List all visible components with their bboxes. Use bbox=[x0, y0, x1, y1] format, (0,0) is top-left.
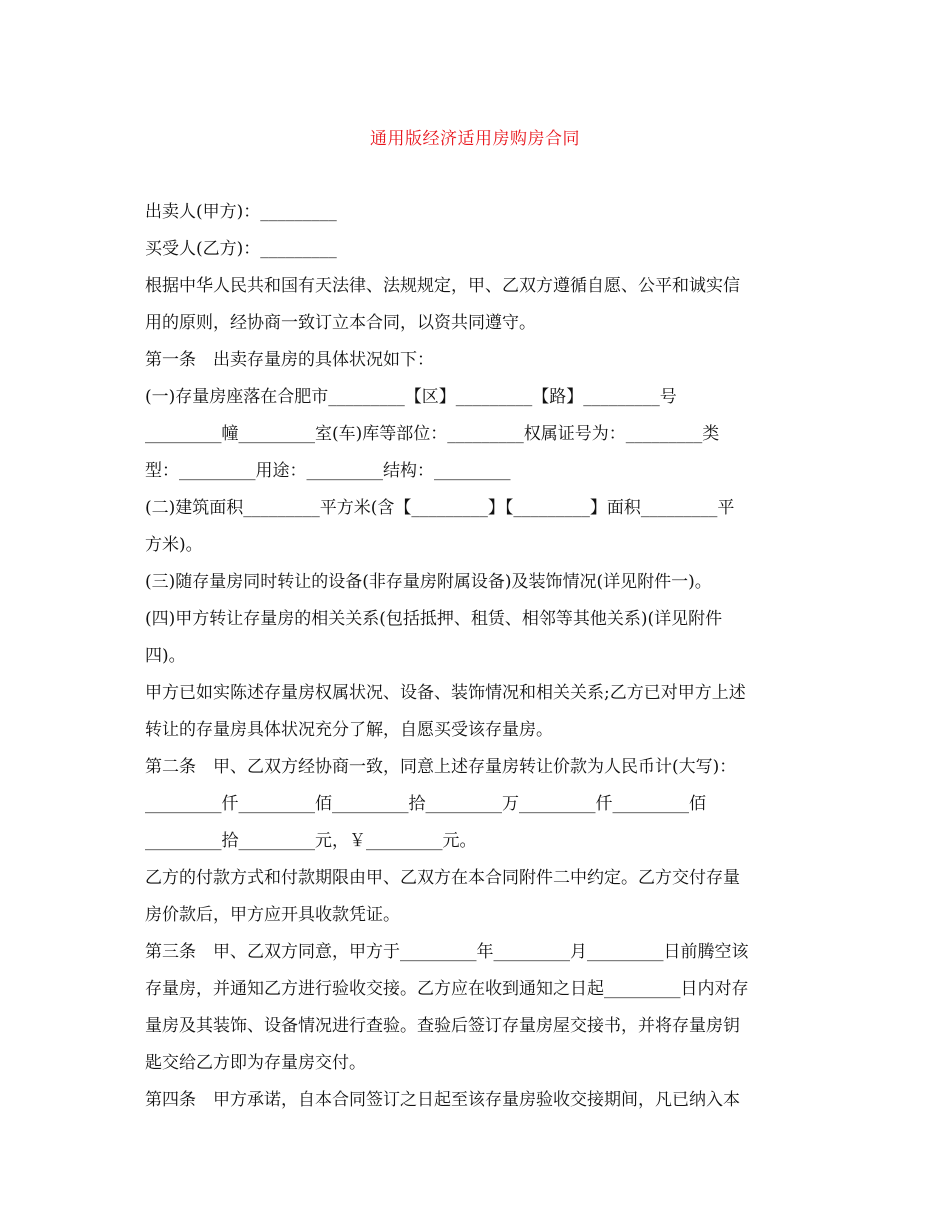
article-1-item-4-line-2: 四)。 bbox=[145, 646, 186, 666]
article-3-line-4: 匙交给乙方即为存量房交付。 bbox=[145, 1053, 366, 1073]
preamble-line-1: 根据中华人民共和国有天法律、法规规定，甲、乙双方遵循自愿、公平和诚实信 bbox=[145, 276, 740, 296]
seller-statement-line-1: 甲方已如实陈述存量房权属状况、设备、装饰情况和相关关系;乙方已对甲方上述 bbox=[145, 683, 746, 703]
payment-line-1: 乙方的付款方式和付款期限由甲、乙双方在本合同附件二中约定。乙方交付存量 bbox=[145, 868, 740, 888]
article-1-item-4-line-1: (四)甲方转让存量房的相关关系(包括抵押、租赁、相邻等其他关系)(详见附件 bbox=[145, 609, 723, 629]
article-1-item-1-line-2: _________幢_________室(车)库等部位：_________权属证号为：_________类 bbox=[145, 424, 720, 444]
article-4-line-1: 第四条 甲方承诺，自本合同签订之日起至该存量房验收交接期间，凡已纳入本 bbox=[145, 1090, 740, 1110]
article-1-item-3: (三)随存量房同时转让的设备(非存量房附属设备)及装饰情况(详见附件一)。 bbox=[145, 572, 712, 592]
article-1-item-1-line-3: 型：_________用途：_________结构：_________ bbox=[145, 461, 511, 481]
article-1-heading: 第一条 出卖存量房的具体状况如下： bbox=[145, 350, 434, 370]
article-3-line-3: 量房及其装饰、设备情况进行查验。查验后签订存量房屋交接书，并将存量房钥 bbox=[145, 1016, 740, 1036]
article-1-item-1-line-1: (一)存量房座落在合肥市_________【区】_________【路】_________号 bbox=[145, 387, 677, 407]
article-3-line-2: 存量房，并通知乙方进行验收交接。乙方应在收到通知之日起_________日内对存 bbox=[145, 979, 749, 999]
buyer-line: 买受人(乙方)：_________ bbox=[145, 239, 337, 259]
article-2-line-3: _________拾_________元，￥_________元。 bbox=[145, 831, 477, 851]
article-1-item-2-line-1: (二)建筑面积_________平方米(含【_________】【_________】面积_________平 bbox=[145, 498, 735, 518]
article-2-line-1: 第二条 甲、乙双方经协商一致，同意上述存量房转让价款为人民币计(大写)： bbox=[145, 757, 737, 777]
article-2-line-2: _________仟_________佰_________拾_________万_________仟_________佰 bbox=[145, 794, 706, 814]
preamble-line-2: 用的原则，经协商一致订立本合同，以资共同遵守。 bbox=[145, 313, 536, 333]
payment-line-2: 房价款后，甲方应开具收款凭证。 bbox=[145, 905, 400, 925]
seller-statement-line-2: 转让的存量房具体状况充分了解，自愿买受该存量房。 bbox=[145, 720, 553, 740]
document-title: 通用版经济适用房购房合同 bbox=[370, 129, 580, 149]
article-1-item-2-line-2: 方米)。 bbox=[145, 535, 203, 555]
document-body bbox=[145, 194, 810, 1119]
article-3-line-1: 第三条 甲、乙双方同意，甲方于_________年_________月_________日前腾空该 bbox=[145, 942, 749, 962]
seller-line: 出卖人(甲方)：_________ bbox=[145, 202, 337, 222]
